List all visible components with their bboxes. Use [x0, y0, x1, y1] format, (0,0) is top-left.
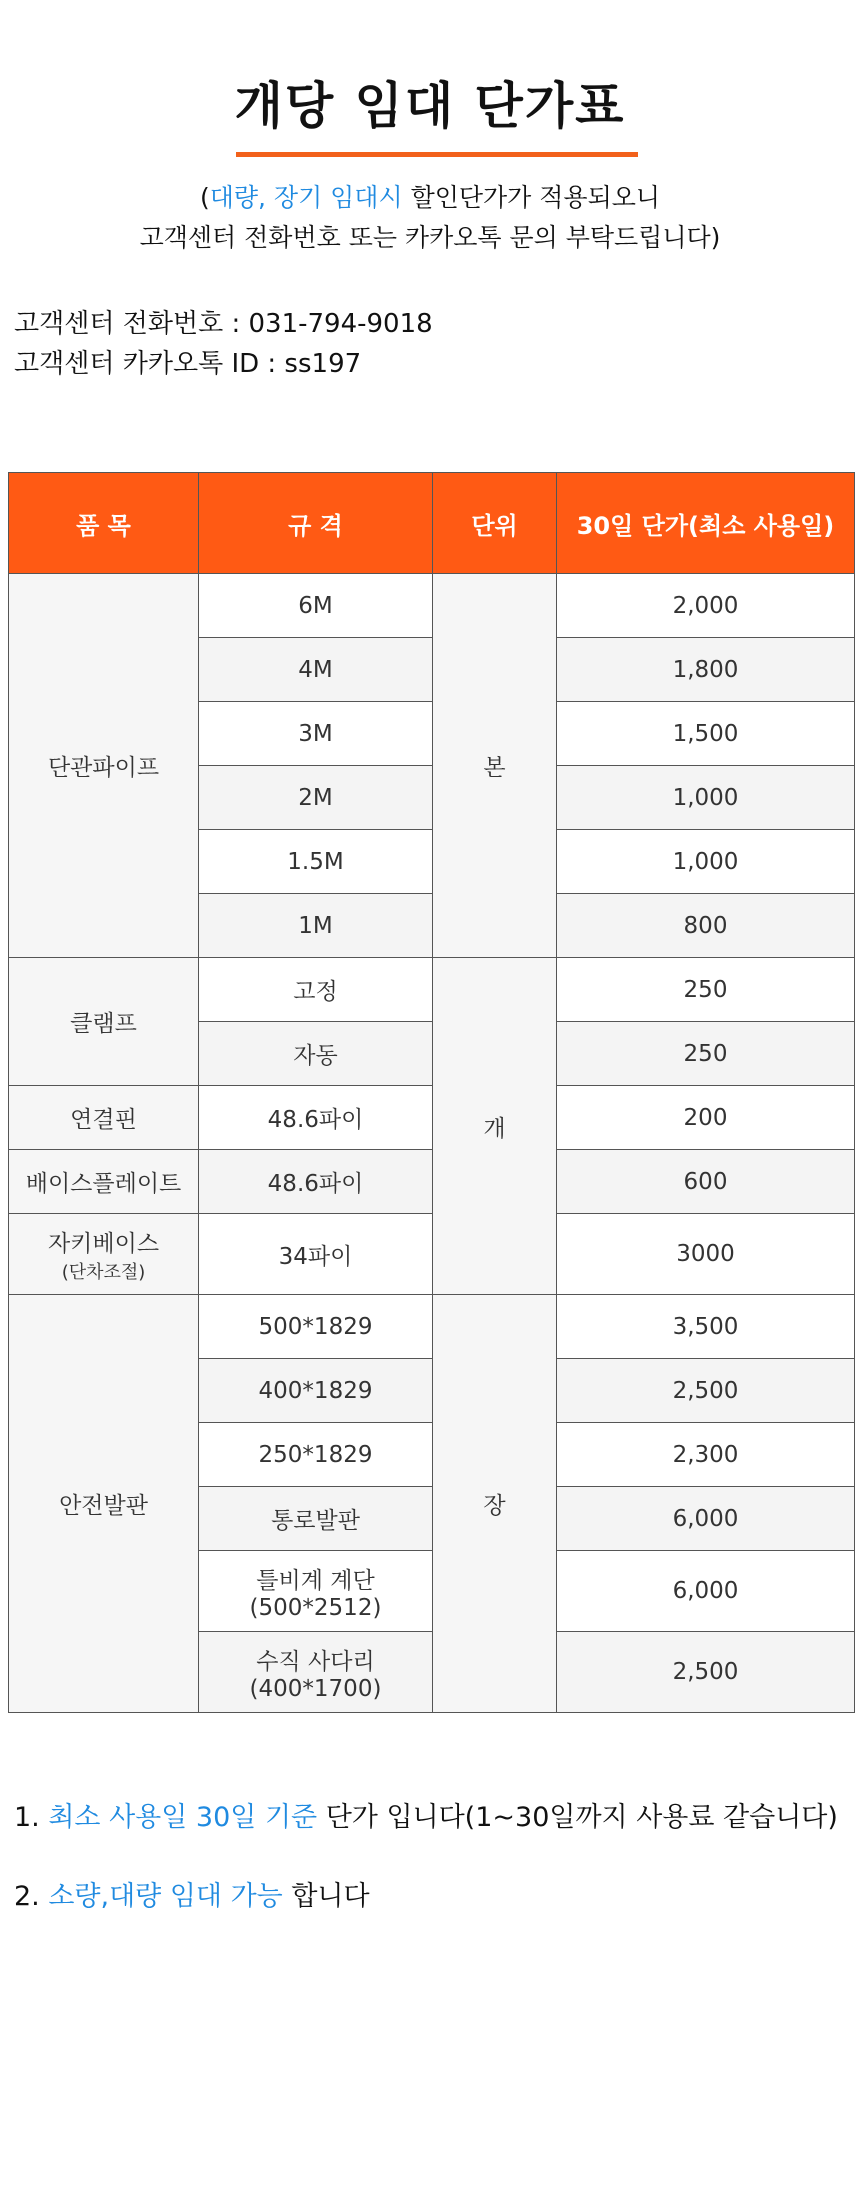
spec-cell: 48.6파이: [199, 1150, 433, 1214]
item-cell: 클램프: [9, 958, 199, 1086]
notice-line-2: 고객센터 전화번호 또는 카카오톡 문의 부탁드립니다): [139, 223, 721, 252]
header-item: 품 목: [9, 473, 199, 574]
spec-cell: 3M: [199, 702, 433, 766]
spec-cell: 4M: [199, 638, 433, 702]
spec-cell: 500*1829: [199, 1295, 433, 1359]
notice-line-1: [0, 178, 860, 218]
spec-cell: [199, 1632, 433, 1713]
price-cell: 6,000: [557, 1551, 855, 1632]
unit-cell: 개: [433, 958, 557, 1295]
price-cell: 2,000: [557, 574, 855, 638]
contact-phone: 고객센터 전화번호 : 031-794-9018: [14, 309, 433, 339]
unit-cell: 본: [433, 574, 557, 958]
spec-sublabel: (500*2512): [249, 1594, 382, 1621]
price-cell: 2,300: [557, 1423, 855, 1487]
discount-notice: [0, 178, 860, 258]
spec-cell: 1M: [199, 894, 433, 958]
footnote-text: 단가 입니다(1~30일까지 사용료 같습니다): [317, 1802, 838, 1833]
price-cell: 1,500: [557, 702, 855, 766]
price-cell: 600: [557, 1150, 855, 1214]
contact-kakao: 고객센터 카카오톡 ID : ss197: [14, 349, 362, 379]
spec-cell: 자동: [199, 1022, 433, 1086]
item-sublabel: (단차조절): [61, 1261, 146, 1283]
price-cell: 3000: [557, 1214, 855, 1295]
footnote-number: 2.: [14, 1881, 49, 1912]
spec-cell: 통로발판: [199, 1487, 433, 1551]
notice-highlight: 대량, 장기 임대시: [209, 183, 403, 212]
spec-cell: 1.5M: [199, 830, 433, 894]
spec-cell: 250*1829: [199, 1423, 433, 1487]
table-header-row: [9, 473, 855, 574]
footnote-number: 1.: [14, 1802, 49, 1833]
spec-sublabel: (400*1700): [249, 1675, 382, 1702]
price-cell: 200: [557, 1086, 855, 1150]
notice-open-paren: (: [199, 183, 210, 212]
spec-cell: 2M: [199, 766, 433, 830]
spec-cell: 6M: [199, 574, 433, 638]
contact-info: [14, 304, 433, 384]
spec-cell: 34파이: [199, 1214, 433, 1295]
price-cell: 2,500: [557, 1632, 855, 1713]
price-cell: 800: [557, 894, 855, 958]
table-row: [9, 1214, 855, 1295]
footnote-1: [14, 1798, 838, 1838]
footnote-text: 합니다: [282, 1881, 370, 1912]
item-label: 자키베이스: [47, 1230, 160, 1257]
price-cell: 3,500: [557, 1295, 855, 1359]
item-cell: 연결핀: [9, 1086, 199, 1150]
table-row: [9, 574, 855, 638]
item-cell: 배이스플레이트: [9, 1150, 199, 1214]
footnote-2: [14, 1877, 370, 1917]
price-cell: 250: [557, 958, 855, 1022]
price-cell: 1,000: [557, 830, 855, 894]
footnote-highlight: 소량,대량 임대 가능: [48, 1881, 283, 1912]
spec-cell: 고정: [199, 958, 433, 1022]
spec-cell: 48.6파이: [199, 1086, 433, 1150]
notice-line-1-rest: 할인단가가 적용되오니: [402, 183, 661, 212]
item-cell: 안전발판: [9, 1295, 199, 1713]
header-unit: 단위: [433, 473, 557, 574]
title-underline: [236, 152, 638, 157]
page-title: 개당 임대 단가표: [234, 77, 626, 135]
table-row: [9, 958, 855, 1022]
spec-label: 수직 사다리: [256, 1648, 375, 1675]
table-row: [9, 1150, 855, 1214]
spec-cell: 400*1829: [199, 1359, 433, 1423]
price-cell: 1,800: [557, 638, 855, 702]
price-table: [8, 472, 855, 1713]
item-cell: 단관파이프: [9, 574, 199, 958]
header-spec: 규 격: [199, 473, 433, 574]
spec-cell: [199, 1551, 433, 1632]
price-cell: 2,500: [557, 1359, 855, 1423]
unit-cell: 장: [433, 1295, 557, 1713]
table-row: [9, 1086, 855, 1150]
header-price: 30일 단가(최소 사용일): [557, 473, 855, 574]
spec-label: 틀비계 계단: [256, 1567, 375, 1594]
price-cell: 6,000: [557, 1487, 855, 1551]
price-cell: 1,000: [557, 766, 855, 830]
table-row: [9, 1295, 855, 1359]
price-cell: 250: [557, 1022, 855, 1086]
footnote-highlight: 최소 사용일 30일 기준: [48, 1802, 318, 1833]
item-cell: [9, 1214, 199, 1295]
